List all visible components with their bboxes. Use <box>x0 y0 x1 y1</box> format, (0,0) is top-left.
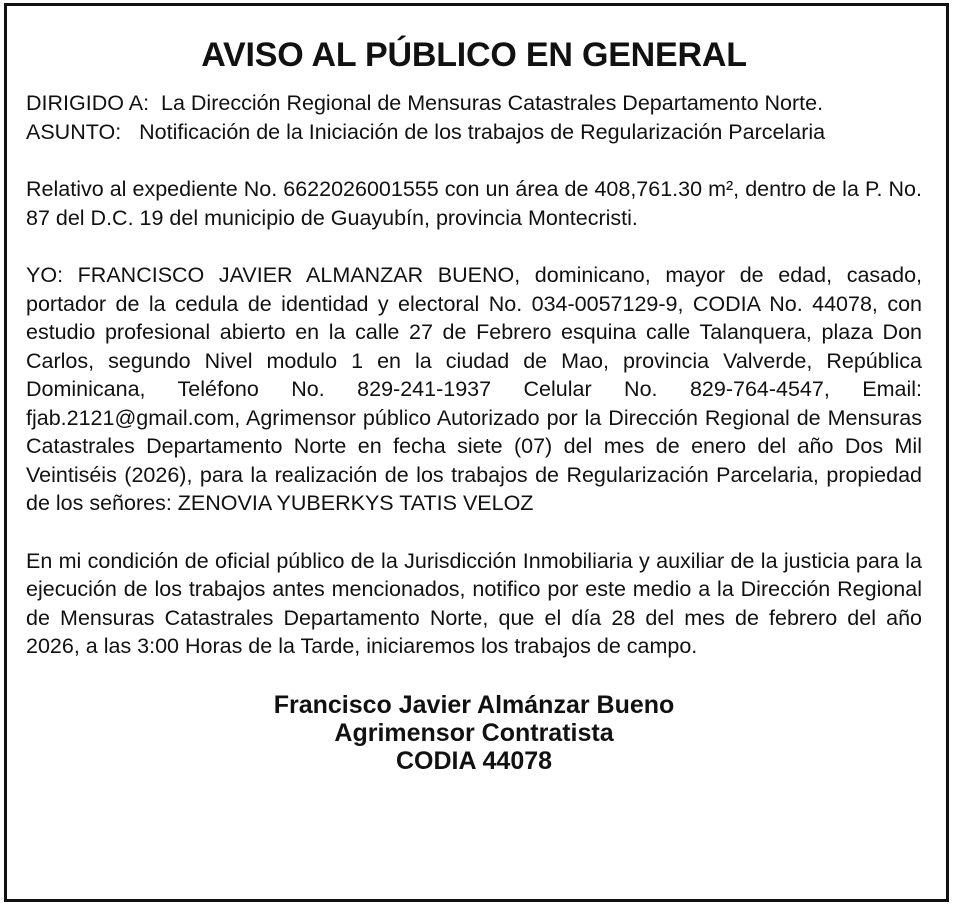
asunto-label: ASUNTO: <box>26 119 122 144</box>
asunto-text: Notificación de la Iniciación de los trabajos de Regularización Parcelaria <box>139 119 826 144</box>
dirigido-line <box>26 89 922 118</box>
signature-name: Francisco Javier Almánzar Bueno <box>273 690 675 719</box>
dirigido-label: DIRIGIDO A: <box>26 91 150 115</box>
expediente-paragraph: Relativo al expediente No. 6622026001555 con un área de 408,761.30 m², dentro de la P. No. 87 del D.C. 19 del municipio de Guayubín, provincia Montecristi. <box>26 177 922 230</box>
notice-title: AVISO AL PÚBLICO EN GENERAL <box>201 36 747 74</box>
signature-codia: CODIA 44078 <box>395 746 553 775</box>
notice-content <box>26 33 922 775</box>
signature-block <box>26 691 922 775</box>
asunto-line <box>26 118 922 147</box>
declaracion-paragraph: YO: FRANCISCO JAVIER ALMANZAR BUENO, dominicano, mayor de edad, casado, portador de la cedula de identidad y electoral No. 034-0057129-9, CODIA No. 44078, con estudio profesional abierto en la calle 27 de Febrero esquina calle Talanquera, plaza Don Carlos, segundo Nivel modulo 1 en la ciudad de Mao, provincia Valverde, República Dominicana, Teléfono No. 829-241-1937 Celular No. 829-764-4547, Email: fjab.2121@gmail.com, Agrimensor público Autorizado por la Dirección Regional de Mensuras Catastrales Departamento Norte en fecha siete (07) del mes de enero del año Dos Mil Veintiséis (2026), para la realización de los trabajos de Regularización Parcelaria, propiedad de los señores: ZENOVIA YUBERKYS TATIS VELOZ <box>26 263 922 515</box>
notificacion-paragraph: En mi condición de oficial público de la Jurisdicción Inmobiliaria y auxiliar de la justicia para la ejecución de los trabajos antes mencionados, notifico por este medio a la Dirección Regional de Mensuras Catastrales Departamento Norte, que el día 28 del mes de febrero del año 2026, a las 3:00 Horas de la Tarde, iniciaremos los trabajos de campo. <box>26 548 922 658</box>
signature-role: Agrimensor Contratista <box>334 718 614 747</box>
dirigido-text: La Dirección Regional de Mensuras Catastrales Departamento Norte. <box>161 91 824 115</box>
public-notice <box>4 3 949 902</box>
